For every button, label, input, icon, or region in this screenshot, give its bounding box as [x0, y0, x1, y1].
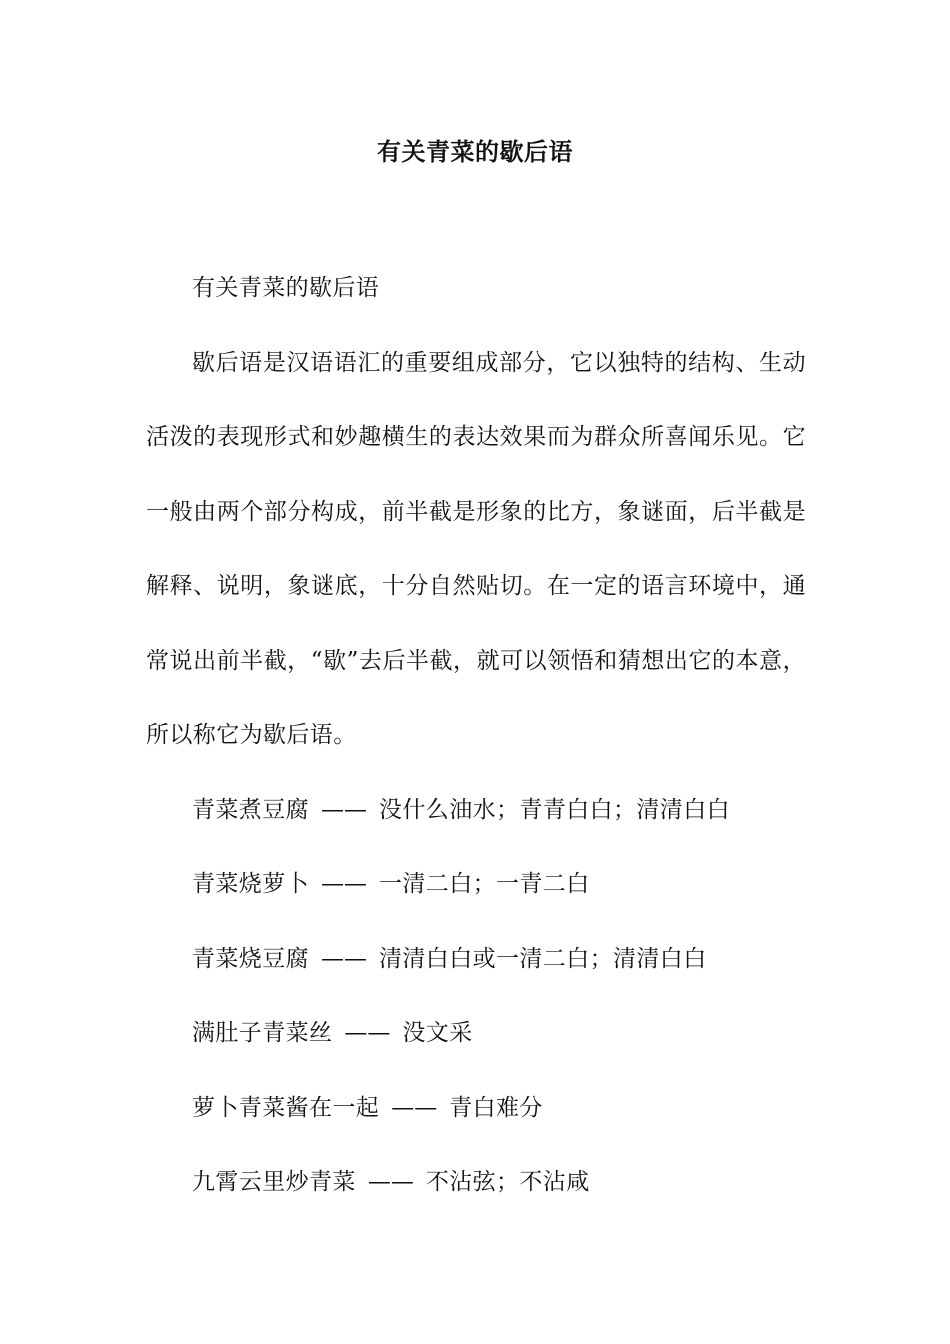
saying-line: [146, 996, 806, 1071]
document-title: 有关青菜的歇后语: [377, 137, 573, 166]
saying-back: 不沾弦；不沾咸: [425, 1169, 590, 1195]
saying-separator: ——: [344, 1020, 391, 1046]
saying-front: 满肚子青菜丝: [192, 1020, 333, 1046]
saying-front: 青菜烧萝卜: [192, 871, 309, 897]
saying-back: 没什么油水；青青白白；清清白白: [379, 796, 730, 823]
document-body: [146, 251, 806, 1220]
saying-back: 青白难分: [449, 1094, 543, 1121]
saying-line: [146, 1071, 806, 1146]
subtitle: 有关青菜的歇后语: [192, 275, 380, 301]
saying-separator: ——: [367, 1169, 414, 1195]
saying-back: 一清二白；一青二白: [379, 871, 590, 897]
saying-line: [146, 922, 806, 997]
saying-separator: ——: [321, 871, 367, 897]
intro-paragraph: 歇后语是汉语语汇的重要组成部分，它以独特的结构、生动活泼的表现形式和妙趣横生的表达效果而为群众所喜闻乐见。它一般由两个部分构成，前半截是形象的比方，象谜面，后半截是解释、说明，象谜底，十分自然贴切。在一定的语言环境中，通常说出前半截，“歇”去后半截，就可以领悟和猜想出它的本意，所以称它为歇后语。: [146, 349, 806, 748]
saying-back: 没文采: [402, 1020, 473, 1046]
saying-separator: ——: [391, 1094, 438, 1121]
saying-back: 清清白白或一清二白；清清白白: [379, 945, 707, 972]
saying-front: 青菜煮豆腐: [192, 796, 309, 823]
saying-line: [146, 1145, 806, 1220]
saying-front: 萝卜青菜酱在一起: [192, 1094, 380, 1121]
saying-front: 青菜烧豆腐: [192, 945, 309, 972]
saying-line: [146, 847, 806, 922]
saying-front: 九霄云里炒青菜: [192, 1169, 356, 1195]
saying-separator: ——: [321, 945, 367, 972]
saying-line: [146, 773, 806, 848]
saying-separator: ——: [321, 796, 367, 823]
